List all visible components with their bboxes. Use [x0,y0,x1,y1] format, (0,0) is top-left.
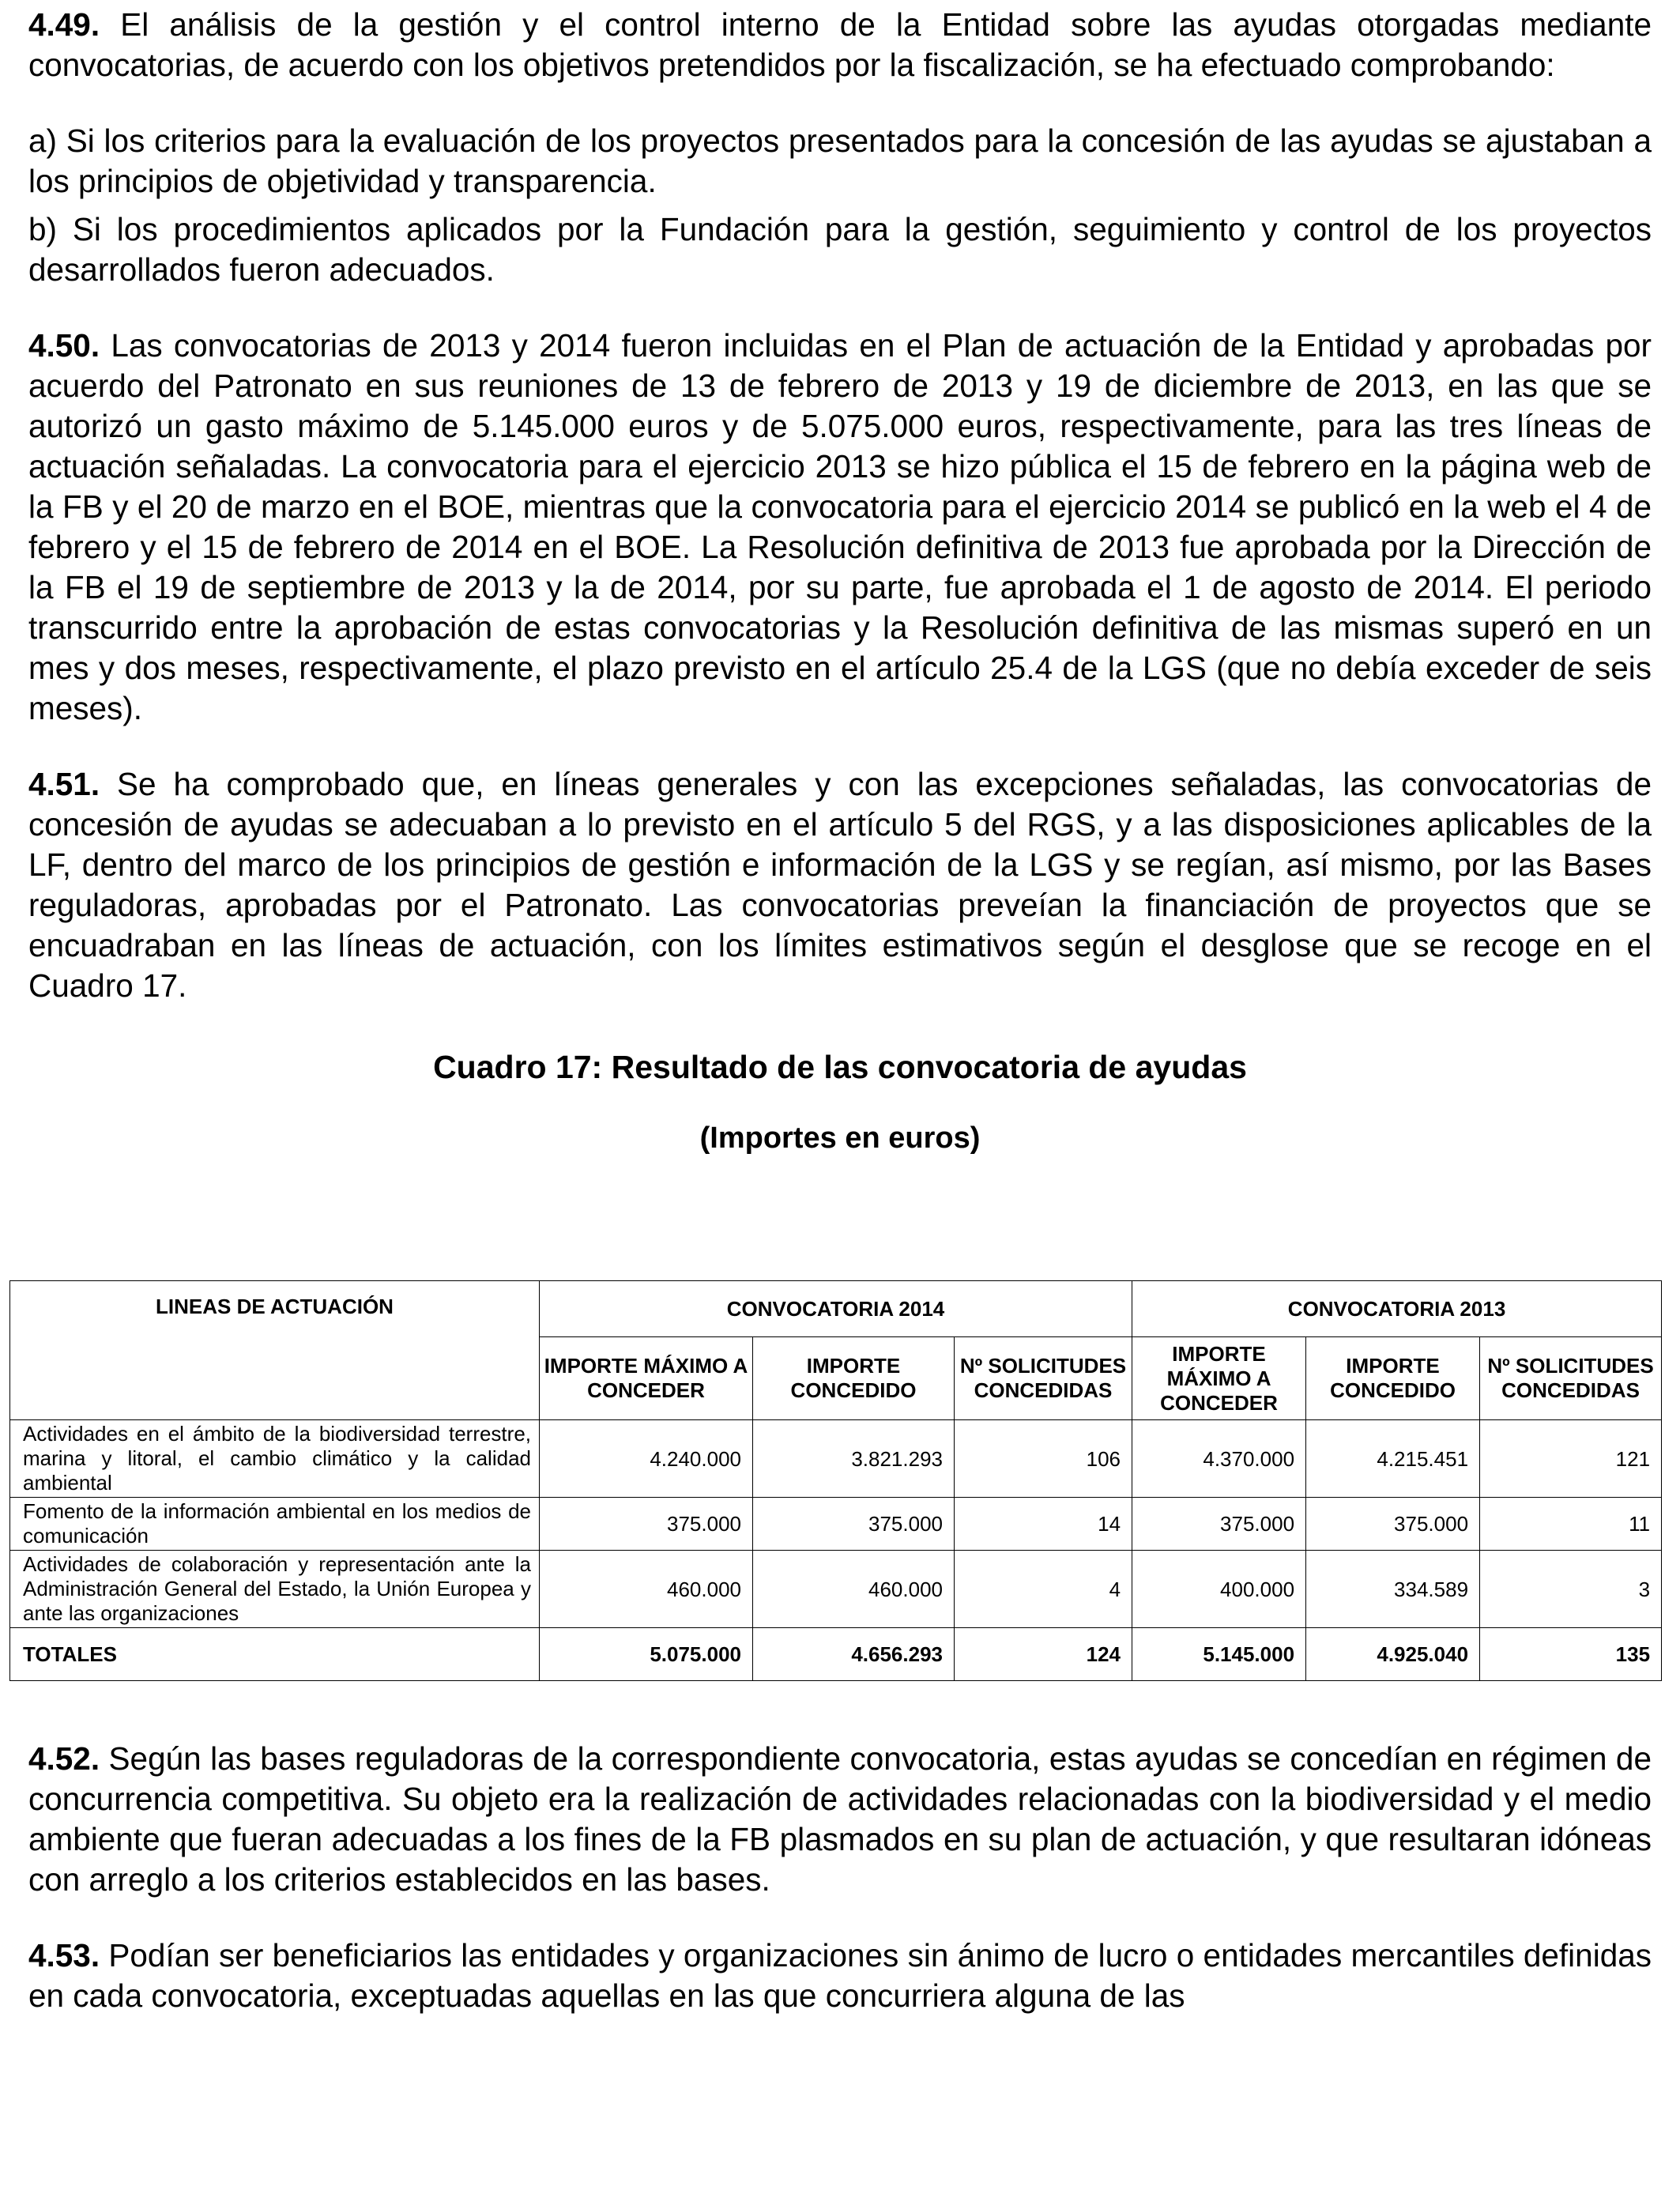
paragraph-text: Las convocatorias de 2013 y 2014 fueron incluidas en el Plan de actuación de la Entidad y aprobadas por acuerdo del Patronato en sus reuniones de 13 de febrero de 2013 y 19 de diciembre de 2013, en las que se autorizó un gasto máximo de 5.145.000 euros y de 5.075.000 euros, respectivamente, para las tres líneas de actuación señaladas. La convocatoria para el ejercicio 2013 se hizo pública el 15 de febrero en la página web de la FB y el 20 de marzo en el BOE, mientras que la convocatoria para el ejercicio 2014 se publicó en la web el 4 de febrero y el 15 de febrero de 2014 en el BOE. La Resolución definitiva de 2013 fue aprobada por la Dirección de la FB el 19 de septiembre de 2013 y la de 2014, por su parte, fue aprobada el 1 de agosto de 2014. El periodo transcurrido entre la aprobación de estas convocatorias y la Resolución definitiva de las mismas superó en un mes y dos meses, respectivamente, el plazo previsto en el artículo 25.4 de la LGS (que no debía exceder de seis meses). [28,327,1652,726]
total-max-2013: 5.145.000 [1132,1628,1306,1681]
list-item-a: a) Si los criterios para la evaluación de los proyectos presentados para la concesión de las ayudas se ajustaban a los principios de objetividad y transparencia. [28,123,1652,199]
header-lines: LINEAS DE ACTUACIÓN [10,1281,540,1420]
paragraph-number: 4.53. [28,1937,100,1973]
header-count-2013: Nº SOLICITUDES CONCEDIDAS [1480,1337,1662,1420]
paragraph-text: Se ha comprobado que, en líneas generales y con las excepciones señaladas, las convocatorias de concesión de ayudas se adecuaban a lo previsto en el artículo 5 del RGS, y a las disposiciones aplicables de la LF, dentro del marco de los principios de gestión e información de la LGS y se regían, así mismo, por las Bases reguladoras, aprobadas por el Patronato. Las convocatorias preveían la financiación de proyectos que se encuadraban en las líneas de actuación, con los límites estimativos según el desglose que se recoge en el Cuadro 17. [28,766,1652,1004]
cell-max-2013: 4.370.000 [1132,1420,1306,1498]
header-group-2013: CONVOCATORIA 2013 [1132,1281,1662,1337]
cell-granted-2013: 334.589 [1306,1551,1480,1628]
cell-granted-2014: 460.000 [753,1551,955,1628]
row-description: Actividades en el ámbito de la biodiversidad terrestre, marina y litoral, el cambio climático y la calidad ambiental [10,1420,540,1498]
cell-count-2013: 3 [1480,1551,1662,1628]
cell-max-2014: 375.000 [540,1498,753,1551]
cell-max-2014: 460.000 [540,1551,753,1628]
results-table [9,1280,1662,1681]
total-granted-2013: 4.925.040 [1306,1628,1480,1681]
paragraph-text: El análisis de la gestión y el control interno de la Entidad sobre las ayudas otorgadas mediante convocatorias, de acuerdo con los objetivos pretendidos por la fiscalización, se ha efectuado comprobando: [28,6,1652,83]
table-total-row [10,1628,1662,1681]
header-group-2014: CONVOCATORIA 2014 [540,1281,1132,1337]
paragraph-number: 4.50. [28,327,100,364]
cell-count-2014: 14 [955,1498,1132,1551]
header-count-2014: Nº SOLICITUDES CONCEDIDAS [955,1337,1132,1420]
paragraph-4-52 [28,1739,1652,1900]
row-description: Actividades de colaboración y representación ante la Administración General del Estado, la Unión Europea y ante las organizaciones [10,1551,540,1628]
cell-granted-2013: 4.215.451 [1306,1420,1480,1498]
cell-granted-2014: 375.000 [753,1498,955,1551]
paragraph-text: Podían ser beneficiarios las entidades y organizaciones sin ánimo de lucro o entidades mercantiles definidas en cada convocatoria, exceptuadas aquellas en las que concurriera alguna de las [28,1937,1652,2014]
header-granted-2013: IMPORTE CONCEDIDO [1306,1337,1480,1420]
paragraph-4-49 [28,5,1652,85]
paragraph-number: 4.51. [28,766,100,802]
total-max-2014: 5.075.000 [540,1628,753,1681]
cell-granted-2013: 375.000 [1306,1498,1480,1551]
document-page-lower [28,1739,1652,2016]
paragraph-4-51 [28,764,1652,1006]
cell-max-2014: 4.240.000 [540,1420,753,1498]
total-granted-2014: 4.656.293 [753,1628,955,1681]
table-row [10,1551,1662,1628]
cell-count-2013: 121 [1480,1420,1662,1498]
paragraph-text: Según las bases reguladoras de la correspondiente convocatoria, estas ayudas se concedían en régimen de concurrencia competitiva. Su objeto era la realización de actividades relacionadas con la biodiversidad y el medio ambiente que fueran adecuadas a los fines de la FB plasmados en su plan de actuación, y que resultaran idóneas con arreglo a los criterios establecidos en las bases. [28,1740,1652,1898]
cell-count-2013: 11 [1480,1498,1662,1551]
header-max-2013: IMPORTE MÁXIMO A CONCEDER [1132,1337,1306,1420]
header-granted-2014: IMPORTE CONCEDIDO [753,1337,955,1420]
cell-count-2014: 4 [955,1551,1132,1628]
document-page [28,5,1652,1156]
list-item-b: b) Si los procedimientos aplicados por la Fundación para la gestión, seguimiento y control de los proyectos desarrollados fueron adecuados. [28,211,1652,288]
paragraph-number: 4.49. [28,6,100,43]
cell-max-2013: 400.000 [1132,1551,1306,1628]
total-count-2013: 135 [1480,1628,1662,1681]
paragraph-4-53 [28,1936,1652,2016]
paragraph-4-50 [28,326,1652,729]
paragraph-number: 4.52. [28,1740,100,1777]
header-max-2014: IMPORTE MÁXIMO A CONCEDER [540,1337,753,1420]
row-description: Fomento de la información ambiental en los medios de comunicación [10,1498,540,1551]
cell-count-2014: 106 [955,1420,1132,1498]
table-row [10,1420,1662,1498]
table-row [10,1498,1662,1551]
total-count-2014: 124 [955,1628,1132,1681]
table-units: (Importes en euros) [699,1122,981,1155]
total-label: TOTALES [10,1628,540,1681]
cell-granted-2014: 3.821.293 [753,1420,955,1498]
cell-max-2013: 375.000 [1132,1498,1306,1551]
table-caption: Cuadro 17: Resultado de las convocatoria de ayudas [433,1049,1247,1085]
